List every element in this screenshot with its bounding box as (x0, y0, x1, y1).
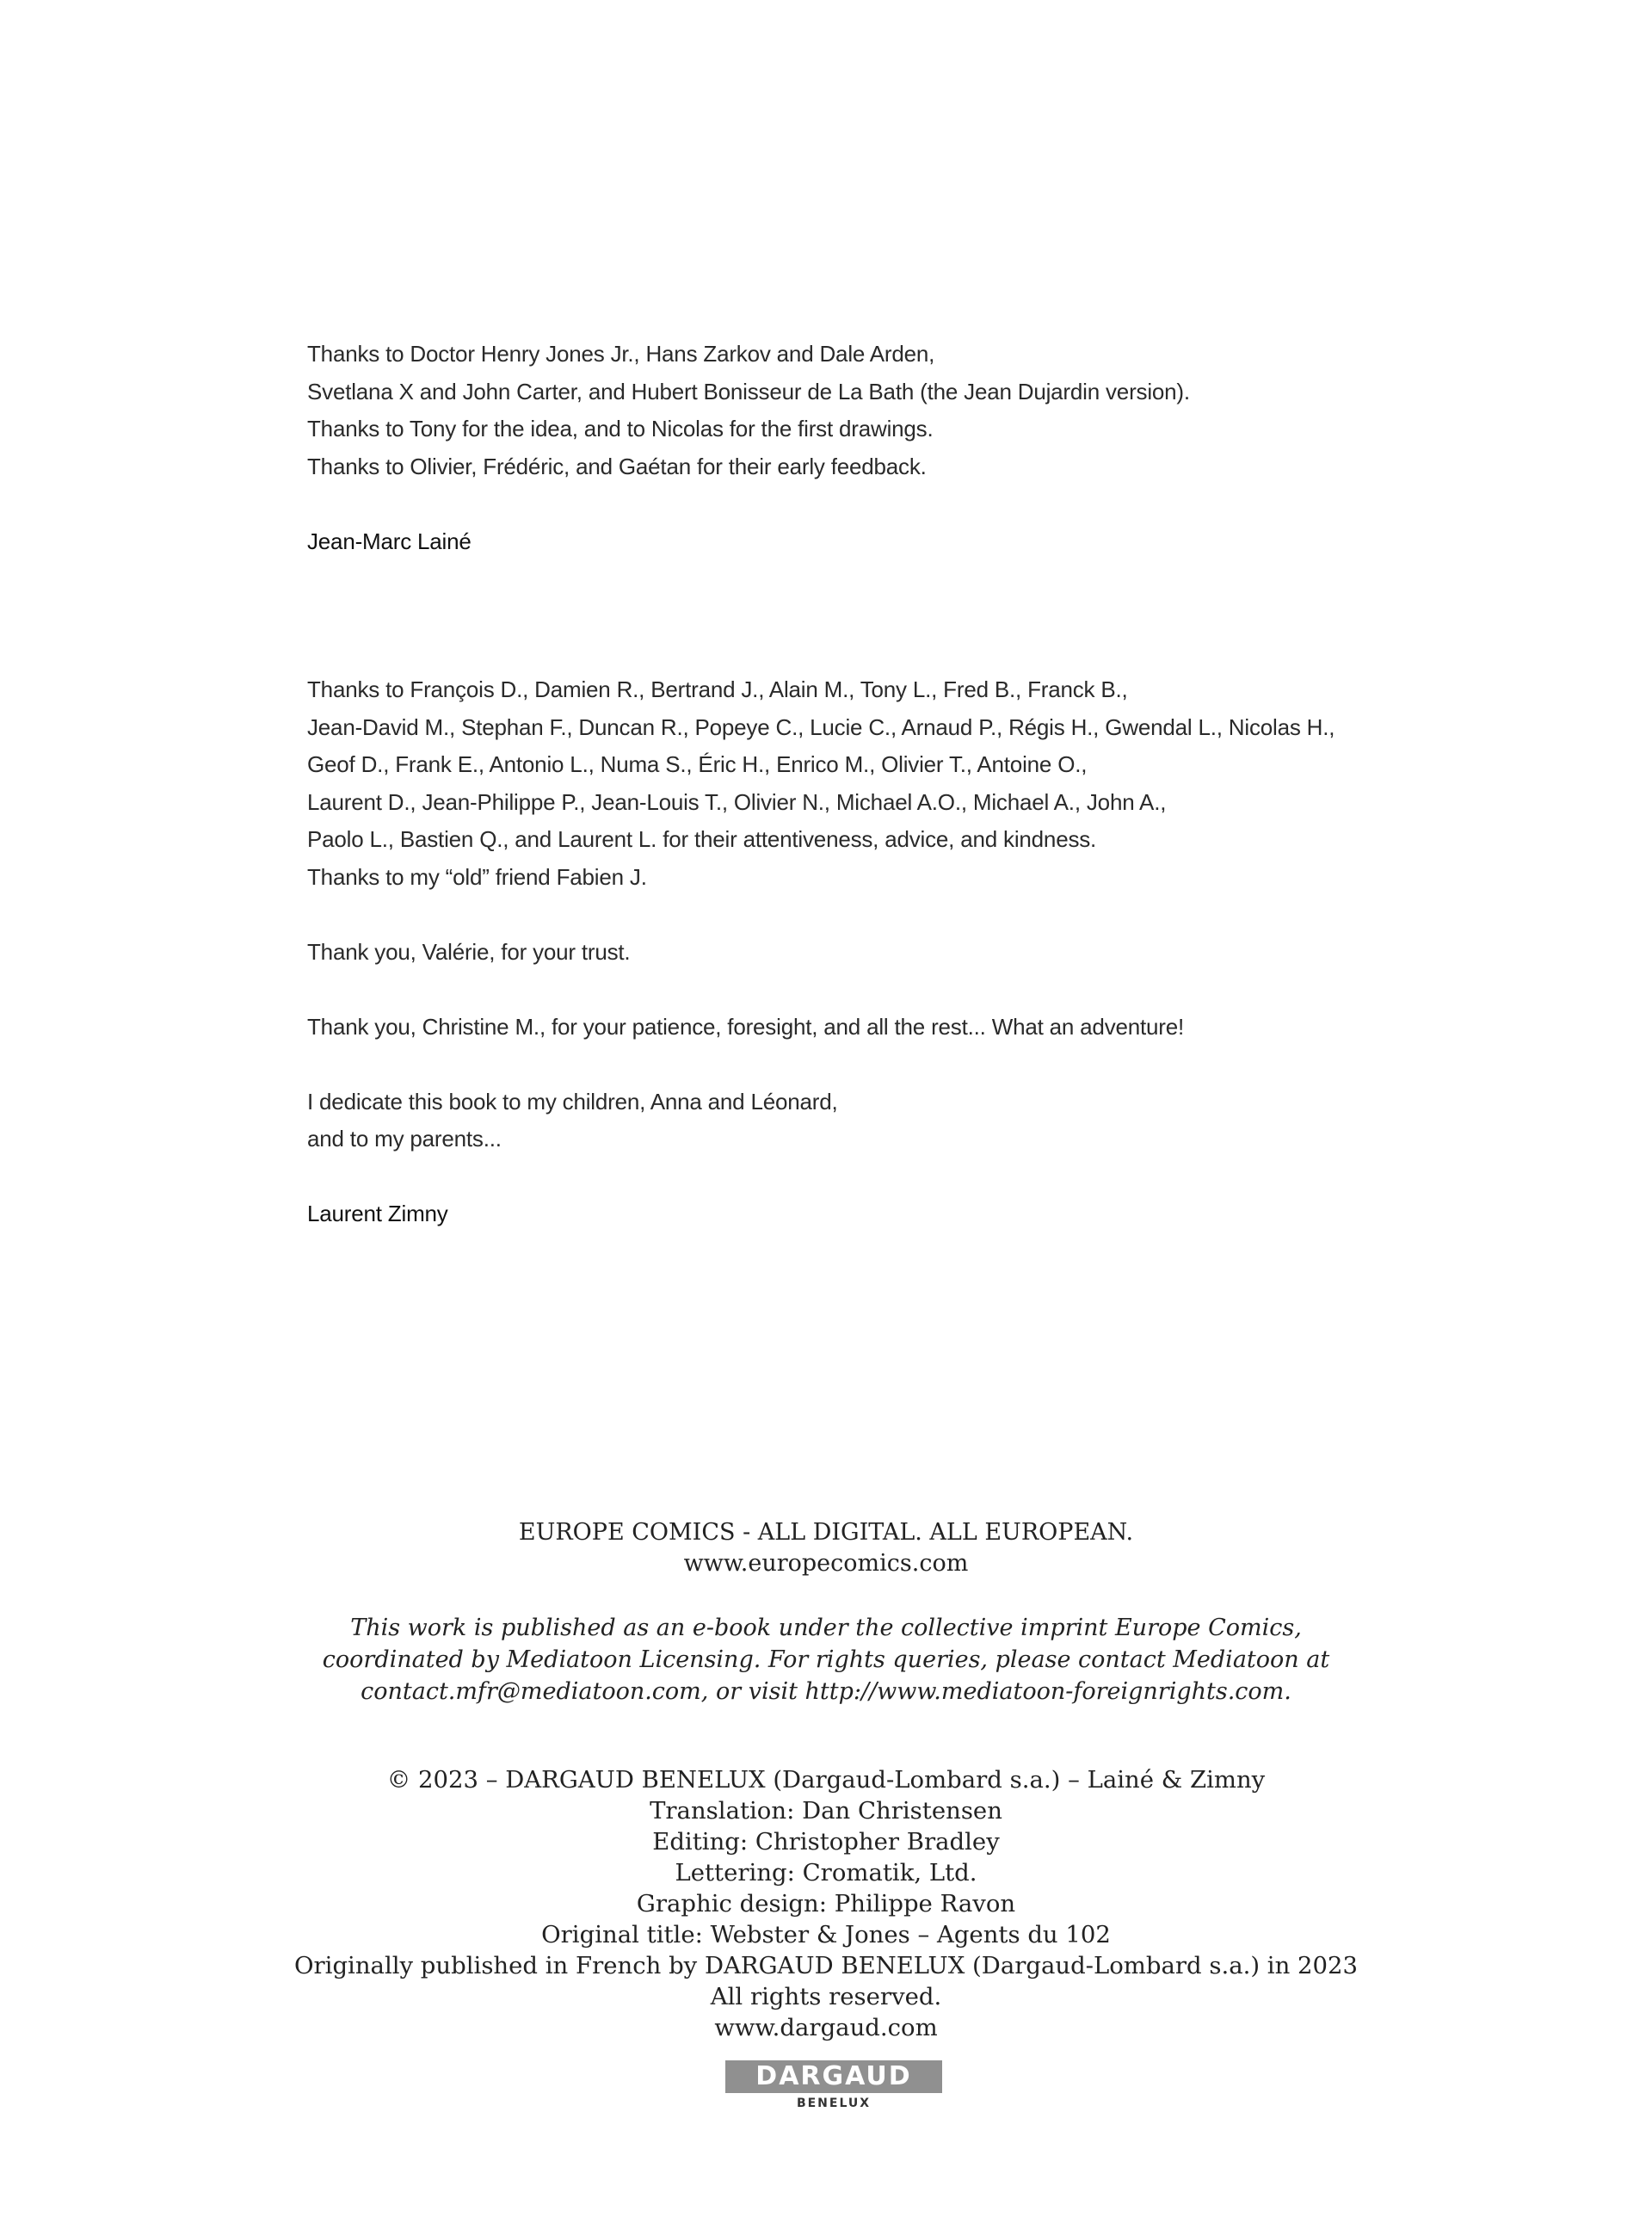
spacer (307, 896, 1335, 934)
rights-reserved: All rights reserved. (710, 1983, 942, 2010)
ack1-line: Thanks to Olivier, Frédéric, and Gaétan for their early feedback. (307, 453, 927, 479)
rights-notice (0, 1612, 1652, 1708)
publisher-url[interactable]: www.europecomics.com (683, 1550, 969, 1577)
original-title: Original title: Webster & Jones – Agents du 102 (541, 1921, 1111, 1948)
publisher-block (0, 1517, 1652, 1579)
ack1-line: Svetlana X and John Carter, and Hubert Bonisseur de La Bath (the Jean Dujardin version). (307, 378, 1190, 404)
spacer (307, 1158, 1335, 1196)
dargaud-logo-wordmark: DARGAUD (725, 2060, 942, 2093)
editing-credit: Editing: Christopher Bradley (652, 1828, 1000, 1856)
graphic-design-credit: Graphic design: Philippe Ravon (636, 1890, 1016, 1917)
dargaud-logo-sub: BENELUX (796, 2097, 872, 2110)
rights-notice-line: contact.mfr@mediatoon.com, or visit http://www.mediatoon-foreignrights.com. (361, 1678, 1291, 1705)
translation-credit: Translation: Dan Christensen (650, 1797, 1002, 1825)
spacer (307, 1046, 1335, 1084)
ack1-line: Thanks to Tony for the idea, and to Nicolas for the first drawings. (307, 416, 934, 442)
ack2-line: Laurent D., Jean-Philippe P., Jean-Louis T., Olivier N., Michael A.O., Michael A., John A., (307, 788, 1167, 815)
signature-author2: Laurent Zimny (307, 1201, 448, 1226)
ack2-christine-line: Thank you, Christine M., for your patience, foresight, and all the rest... What an adventure! (307, 1013, 1185, 1040)
ack2-line: Thanks to my “old” friend Fabien J. (307, 863, 647, 890)
spacer (307, 485, 1190, 523)
signature-author1: Jean-Marc Lainé (307, 528, 472, 554)
ack2-line: Geof D., Frank E., Antonio L., Numa S., Éric H., Enrico M., Olivier T., Antoine O., (307, 751, 1088, 777)
copyright-block (0, 1764, 1652, 2043)
lettering-credit: Lettering: Cromatik, Ltd. (675, 1859, 977, 1887)
dedication-line: and to my parents... (307, 1126, 502, 1152)
ack2-valerie-line: Thank you, Valérie, for your trust. (307, 938, 631, 965)
ack1-line: Thanks to Doctor Henry Jones Jr., Hans Zarkov and Dale Arden, (307, 341, 935, 367)
spacer (307, 971, 1335, 1009)
original-publication: Originally published in French by DARGAUD BENELUX (Dargaud-Lombard s.a.) in 2023 (293, 1952, 1359, 1979)
acknowledgements-author1 (307, 336, 1190, 560)
acknowledgements-author2 (307, 671, 1335, 1233)
rights-notice-line: This work is published as an e-book under the collective imprint Europe Comics, (350, 1615, 1302, 1641)
rights-notice-line: coordinated by Mediatoon Licensing. For rights queries, please contact Mediatoon at (322, 1646, 1330, 1673)
ack2-line: Jean-David M., Stephan F., Duncan R., Popeye C., Lucie C., Arnaud P., Régis H., Gwendal L., Nicolas H., (307, 713, 1335, 740)
dargaud-url[interactable]: www.dargaud.com (714, 2014, 938, 2041)
publisher-slogan: EUROPE COMICS - ALL DIGITAL. ALL EUROPEAN. (518, 1519, 1134, 1546)
dargaud-logo (725, 2060, 942, 2110)
dedication-line: I dedicate this book to my children, Anna and Léonard, (307, 1088, 838, 1115)
copyright-line: © 2023 – DARGAUD BENELUX (Dargaud-Lombard s.a.) – Lainé & Zimny (386, 1766, 1266, 1794)
ack2-line: Thanks to François D., Damien R., Bertrand J., Alain M., Tony L., Fred B., Franck B., (307, 676, 1128, 702)
ack2-line: Paolo L., Bastien Q., and Laurent L. for their attentiveness, advice, and kindness. (307, 826, 1097, 852)
